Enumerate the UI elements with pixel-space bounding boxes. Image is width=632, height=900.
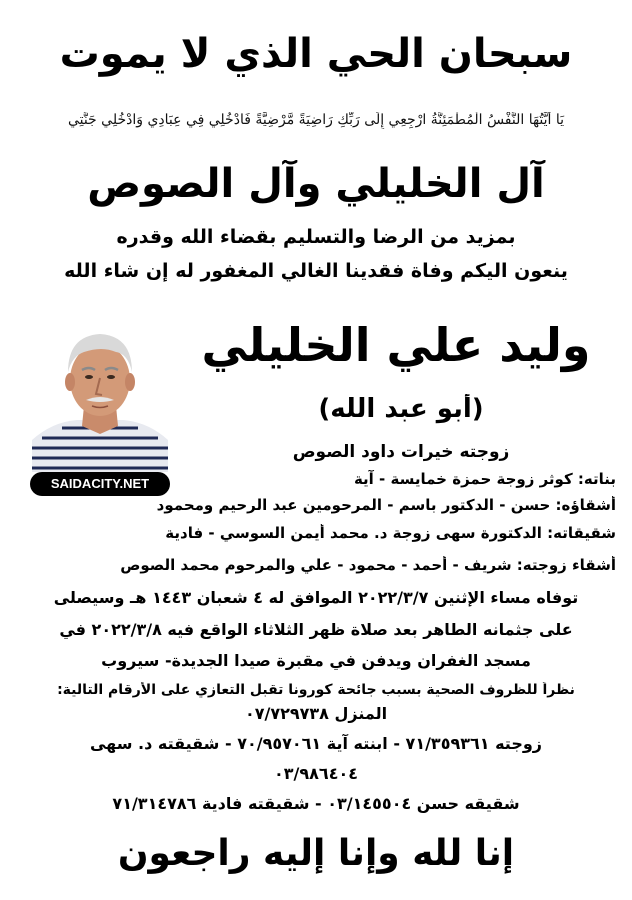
announcement-line-1: توفاه مساء الإثنين ٢٠٢٢/٣/٧ الموافق له ٤ شعبان ١٤٤٣ هـ وسيصلى xyxy=(53,588,579,607)
announcement-line-2: على جثمانه الطاهر بعد صلاة ظهر الثلاثاء الواقع فيه ٢٠٢٢/٣/٨ في xyxy=(59,620,573,639)
home-phone: المنزل ٠٧/٧٢٩٧٣٨ xyxy=(244,704,388,723)
brothers-line: أشقاؤه: حسن - الدكتور باسم - المرحومين عبد الرحيم ومحمود xyxy=(156,496,616,514)
wife-brothers-line: أشقاء زوجته: شريف - أحمد - محمود - علي والمرحوم محمد الصوص xyxy=(120,556,616,574)
deceased-kunya: (أبو عبد الله) xyxy=(318,394,484,424)
condolences-phones-1: زوجته ٧١/٣٥٩٣٦١ - ابنته آية ٧٠/٩٥٧٠٦١ - شقيقته د. سهى xyxy=(89,734,543,753)
families-heading: آل الخليلي وآل الصوص xyxy=(87,161,545,207)
condolences-phones-3: شقيقه حسن ٠٣/١٤٥٥٠٤ - شقيقته فادية ٧١/٣١٤٧٨٦ xyxy=(112,794,520,813)
announcement-line-3: مسجد الغفران ويدفن في مقبرة صيدا الجديدة- سيروب xyxy=(101,651,531,670)
portrait-illustration xyxy=(32,322,168,472)
site-watermark: SAIDACITY.NET xyxy=(30,472,170,496)
deceased-photo xyxy=(32,322,168,472)
wife-line: زوجته خيرات داود الصوص xyxy=(292,442,510,462)
daughters-line: بناته: كوثر زوجة حمزة خمايسة - آية xyxy=(353,470,616,488)
sisters-line: شقيقاته: الدكتورة سهى زوجة د. محمد أيمن السوسي - فادية xyxy=(165,524,616,542)
intro-line-2: ينعون اليكم وفاة فقدينا الغالي المغفور له إن شاء الله xyxy=(64,260,568,282)
page-title: سبحان الحي الذي لا يموت xyxy=(59,31,573,77)
condolences-note: نظراً للظروف الصحية بسبب جائحة كورونا تقبل التعازي على الأرقام التالية: xyxy=(57,682,575,698)
condolences-phones-2: ٠٣/٩٨٦٤٠٤ xyxy=(274,764,358,783)
quran-verse: يَا أَيَّتُهَا النَّفْسُ الْمُطْمَئِنَّةُ ارْجِعِي إِلَى رَبِّكِ رَاضِيَةً مَّرْضِيَّةً فَادْخُلِي فِي عِبَادِي وَادْخُلِي جَنَّتِي xyxy=(67,112,565,128)
intro-line-1: بمزيد من الرضا والتسليم بقضاء الله وقدره xyxy=(116,226,516,248)
closing-phrase: إنا لله وإنا إليه راجعون xyxy=(117,833,515,874)
deceased-name: وليد علي الخليلي xyxy=(201,318,591,372)
